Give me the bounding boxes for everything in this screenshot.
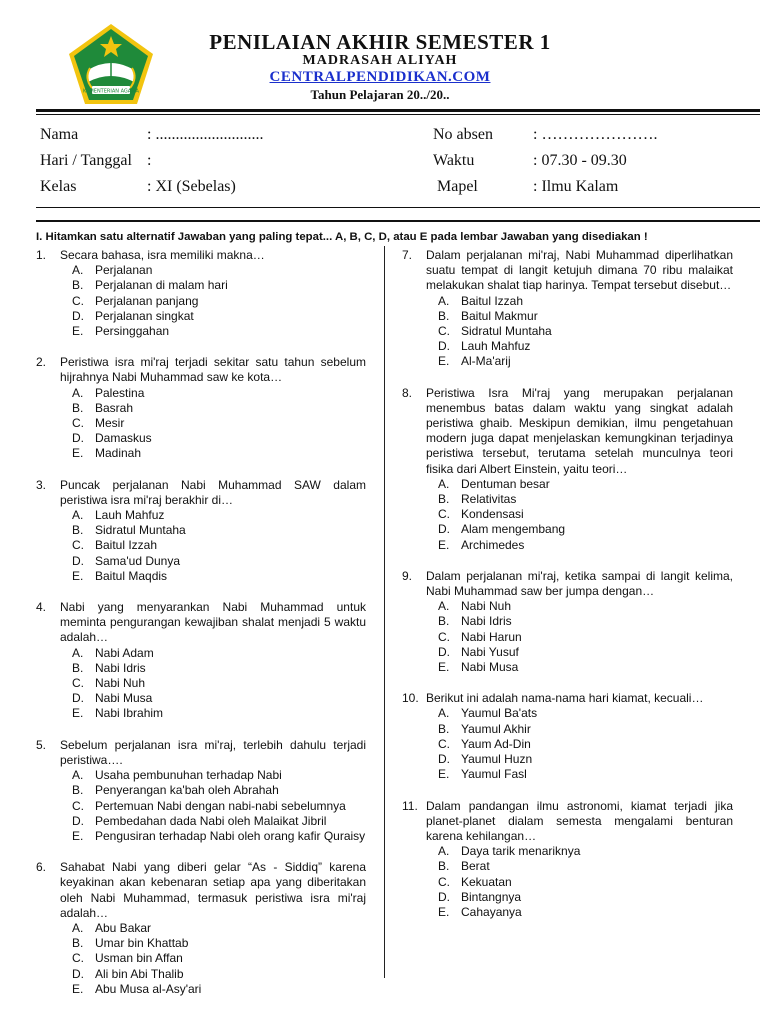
option-text: Yaumul Fasl	[461, 767, 527, 782]
option-text: Yaumul Huzn	[461, 752, 533, 767]
option-text: Yaumul Akhir	[461, 721, 531, 736]
question-number: 3.	[36, 477, 47, 492]
answer-option	[60, 921, 366, 936]
kemenag-logo	[66, 22, 156, 108]
option-letter: D.	[72, 966, 84, 981]
option-text: Baitul Makmur	[461, 308, 538, 323]
answer-option	[60, 263, 366, 278]
option-letter: B.	[72, 278, 84, 293]
answer-option	[60, 768, 366, 783]
question-number: 8.	[402, 385, 413, 400]
option-text: Dentuman besar	[461, 476, 550, 491]
option-letter: E.	[72, 981, 84, 996]
answer-option	[60, 538, 366, 553]
answer-option	[60, 294, 366, 309]
option-letter: D.	[438, 339, 450, 354]
option-text: Baitul Izzah	[461, 293, 524, 308]
option-letter: C.	[72, 951, 84, 966]
answer-option	[60, 676, 366, 691]
question-item	[402, 386, 733, 553]
question-item	[36, 600, 366, 722]
option-letter: C.	[72, 798, 84, 813]
option-letter: E.	[72, 446, 84, 461]
option-letter: E.	[72, 568, 84, 583]
name-label: Nama	[40, 126, 79, 143]
subject-label: Mapel	[437, 178, 478, 195]
option-letter: E.	[72, 828, 84, 843]
absent-value: : ………………….	[533, 126, 658, 143]
option-letter: C.	[438, 507, 450, 522]
option-text: Nabi Idris	[461, 614, 512, 629]
option-text: Yaumul Ba'ats	[461, 706, 538, 721]
answer-option	[60, 646, 366, 661]
answer-option	[60, 661, 366, 676]
option-letter: B.	[438, 614, 450, 629]
option-letter: A.	[72, 645, 84, 660]
option-text: Nabi Harun	[461, 629, 522, 644]
option-text: Penyerangan ka'bah oleh Abrahah	[95, 783, 279, 798]
time-label: Waktu	[433, 152, 475, 169]
option-text: Perjalanan singkat	[95, 308, 194, 323]
option-text: Nabi Nuh	[461, 599, 512, 614]
option-text: Pertemuan Nabi dengan nabi-nabi sebelumnya	[95, 798, 346, 813]
question-number: 10.	[402, 691, 419, 706]
option-text: Damaskus	[95, 431, 152, 446]
answer-option	[426, 752, 733, 767]
option-text: Nabi Ibrahim	[95, 706, 164, 721]
answer-option	[426, 905, 733, 920]
option-letter: E.	[438, 354, 450, 369]
option-text: Lauh Mahfuz	[461, 339, 531, 354]
option-text: Bintangnya	[461, 889, 522, 904]
question-item	[402, 691, 733, 782]
answer-option	[426, 294, 733, 309]
class-label: Kelas	[40, 178, 77, 195]
option-letter: B.	[438, 308, 450, 323]
option-letter: A.	[72, 263, 84, 278]
answer-option	[60, 554, 366, 569]
name-value: : ...........................	[147, 126, 264, 143]
option-letter: D.	[72, 813, 84, 828]
question-text: Dalam pandangan ilmu astronomi, kiamat terjadi jika planet-planet dialam semesta mengalami benturan karena kehilangan…	[426, 798, 733, 843]
question-number: 6.	[36, 860, 47, 875]
answer-option	[60, 706, 366, 721]
option-text: Madinah	[95, 446, 142, 461]
answer-option	[426, 767, 733, 782]
answer-option	[426, 492, 733, 507]
question-number: 4.	[36, 600, 47, 615]
option-letter: A.	[72, 920, 84, 935]
answer-option	[426, 324, 733, 339]
option-text: Nabi Nuh	[95, 676, 146, 691]
answer-option	[426, 477, 733, 492]
option-text: Al-Ma'arij	[461, 354, 511, 369]
option-text: Kondensasi	[461, 507, 524, 522]
question-item	[36, 478, 366, 584]
option-letter: E.	[72, 706, 84, 721]
option-text: Abu Bakar	[95, 920, 152, 935]
question-item	[36, 355, 366, 461]
question-number: 5.	[36, 737, 47, 752]
academic-year: Tahun Pelajaran 20../20..	[310, 87, 450, 102]
option-letter: D.	[72, 431, 84, 446]
option-letter: E.	[438, 537, 450, 552]
question-text: Peristiwa isra mi'raj terjadi sekitar satu tahun sebelum hijrahnya Nabi Muhammad saw ke kota…	[60, 355, 366, 385]
absent-label: No absen	[433, 126, 493, 143]
option-letter: D.	[72, 308, 84, 323]
option-letter: A.	[438, 706, 450, 721]
answer-option	[60, 446, 366, 461]
answer-option	[60, 829, 366, 844]
option-text: Ali bin Abi Thalib	[95, 966, 184, 981]
option-letter: B.	[438, 721, 450, 736]
option-letter: D.	[72, 553, 84, 568]
date-value: :	[147, 152, 152, 169]
time-value: : 07.30 - 09.30	[533, 152, 627, 169]
question-item	[36, 248, 366, 339]
question-number: 1.	[36, 248, 47, 262]
question-item	[36, 860, 366, 997]
option-letter: E.	[438, 660, 450, 675]
column-divider	[384, 246, 385, 978]
question-item	[36, 738, 366, 844]
option-text: Sidratul Muntaha	[95, 523, 186, 538]
question-item	[402, 569, 733, 675]
answer-option	[60, 936, 366, 951]
answer-option	[426, 722, 733, 737]
option-letter: A.	[72, 768, 84, 783]
answer-option	[426, 309, 733, 324]
option-letter: E.	[438, 904, 450, 919]
answer-option	[60, 569, 366, 584]
option-text: Nabi Yusuf	[461, 644, 519, 659]
question-text: Peristiwa Isra Mi'raj yang merupakan perjalanan menembus batas dalam waktu yang singkat adalah peristiwa ghaib. Meskipun demikian, ilmu pengetahuan modern juga dapat menjelaskan kemungkinan terjadinya peristiwa tersebut, terutama setelah munculnya teori fisika dari Albert Einstein, yaitu teori…	[426, 385, 733, 476]
subject-value: : Ilmu Kalam	[533, 178, 619, 195]
fields-rule-thin	[36, 207, 760, 208]
answer-option	[60, 799, 366, 814]
option-text: Palestina	[95, 385, 145, 400]
option-letter: A.	[438, 476, 450, 491]
class-value: : XI (Sebelas)	[147, 178, 236, 195]
option-letter: C.	[438, 629, 450, 644]
option-text: Cahayanya	[461, 904, 522, 919]
answer-option	[426, 844, 733, 859]
exam-title: PENILAIAN AKHIR SEMESTER 1	[209, 30, 551, 54]
option-text: Perjalanan	[95, 263, 153, 278]
question-item	[402, 799, 733, 921]
option-letter: A.	[438, 599, 450, 614]
option-letter: D.	[438, 889, 450, 904]
option-text: Archimedes	[461, 537, 525, 552]
answer-option	[60, 309, 366, 324]
answer-option	[426, 339, 733, 354]
answer-option	[426, 859, 733, 874]
option-letter: B.	[438, 859, 450, 874]
option-text: Basrah	[95, 400, 134, 415]
question-text: Puncak perjalanan Nabi Muhammad SAW dalam peristiwa isra mi'raj berakhir di…	[60, 477, 366, 507]
option-text: Pembedahan dada Nabi oleh Malaikat Jibril	[95, 813, 327, 828]
header-rule-thin	[36, 114, 760, 115]
answer-option	[426, 875, 733, 890]
answer-option	[426, 630, 733, 645]
option-text: Alam mengembang	[461, 522, 566, 537]
option-text: Nabi Musa	[95, 691, 153, 706]
option-letter: A.	[438, 293, 450, 308]
option-letter: D.	[72, 691, 84, 706]
option-letter: C.	[438, 736, 450, 751]
question-text: Nabi yang menyarankan Nabi Muhammad untuk meminta pengurangan kewajiban shalat menjadi 5 waktu adalah…	[60, 600, 366, 645]
answer-option	[426, 507, 733, 522]
option-letter: B.	[72, 936, 84, 951]
option-text: Kekuatan	[461, 874, 512, 889]
option-text: Usman bin Affan	[95, 951, 183, 966]
option-text: Sidratul Muntaha	[461, 324, 552, 339]
option-letter: B.	[72, 523, 84, 538]
option-letter: A.	[438, 844, 450, 859]
answer-option	[426, 522, 733, 537]
answer-option	[60, 278, 366, 293]
answer-option	[426, 890, 733, 905]
option-text: Perjalanan di malam hari	[95, 278, 228, 293]
answer-option	[60, 431, 366, 446]
option-text: Yaum Ad-Din	[461, 736, 531, 751]
answer-option	[60, 691, 366, 706]
option-text: Umar bin Khattab	[95, 936, 189, 951]
option-text: Pengusiran terhadap Nabi oleh orang kafir Quraisy	[95, 828, 366, 843]
questions-right-column	[402, 248, 733, 936]
option-letter: D.	[438, 644, 450, 659]
option-text: Sama'ud Dunya	[95, 553, 181, 568]
header-rule-thick	[36, 109, 760, 112]
option-letter: C.	[72, 538, 84, 553]
option-letter: A.	[72, 508, 84, 523]
logo-emblem	[66, 22, 156, 108]
option-text: Relativitas	[461, 492, 517, 507]
option-text: Lauh Mahfuz	[95, 508, 165, 523]
answer-option	[60, 783, 366, 798]
logo-caption: KEMENTERIAN AGAMA	[83, 88, 139, 95]
answer-option	[60, 508, 366, 523]
answer-option	[60, 951, 366, 966]
question-text: Sebelum perjalanan isra mi'raj, terlebih dahulu terjadi peristiwa….	[60, 737, 366, 767]
answer-option	[60, 967, 366, 982]
question-number: 11.	[402, 798, 418, 813]
option-text: Daya tarik menariknya	[461, 844, 581, 859]
option-letter: B.	[72, 783, 84, 798]
question-text: Secara bahasa, isra memiliki makna…	[60, 248, 265, 262]
question-number: 7.	[402, 248, 413, 262]
option-letter: B.	[438, 492, 450, 507]
option-letter: C.	[72, 293, 84, 308]
option-text: Nabi Musa	[461, 660, 519, 675]
option-letter: D.	[438, 752, 450, 767]
question-number: 2.	[36, 355, 47, 370]
option-text: Nabi Idris	[95, 660, 146, 675]
answer-option	[60, 324, 366, 339]
option-text: Mesir	[95, 416, 125, 431]
question-text: Berikut ini adalah nama-nama hari kiamat, kecuali…	[426, 691, 704, 706]
instruction-text: I. Hitamkan satu alternatif Jawaban yang paling tepat... A, B, C, D, atau E pada lembar Jawaban yang disediakan !	[36, 231, 648, 243]
question-text: Sahabat Nabi yang diberi gelar “As - Siddiq” karena keyakinan akan kebenaran setiap apa yang diberitakan oleh Nabi Muhammad, termasuk peristiwa isra mi'raj adalah…	[60, 860, 366, 920]
answer-option	[426, 354, 733, 369]
answer-option	[426, 599, 733, 614]
fields-rule-thick	[36, 220, 760, 222]
question-text: Dalam perjalanan mi'raj, ketika sampai di langit kelima, Nabi Muhammad saw ber jumpa dengan…	[426, 568, 733, 599]
option-text: Usaha pembunuhan terhadap Nabi	[95, 768, 282, 783]
option-letter: D.	[438, 522, 450, 537]
question-item	[402, 248, 733, 370]
option-text: Baitul Maqdis	[95, 568, 168, 583]
answer-option	[60, 416, 366, 431]
answer-option	[60, 401, 366, 416]
option-letter: A.	[72, 385, 84, 400]
answer-option	[426, 737, 733, 752]
date-label: Hari / Tanggal	[40, 152, 132, 169]
option-text: Nabi Adam	[95, 645, 154, 660]
question-text: Dalam perjalanan mi'raj, Nabi Muhammad diperlihatkan suatu tempat di langit ketujuh dimana 70 ribu malaikat melakukan shalat tiap harinya. Tempat tersebut disebut…	[426, 248, 733, 293]
answer-option	[60, 814, 366, 829]
answer-option	[426, 645, 733, 660]
answer-option	[426, 706, 733, 721]
answer-option	[426, 614, 733, 629]
option-text: Persinggahan	[95, 324, 170, 339]
option-letter: C.	[72, 676, 84, 691]
answer-option	[60, 523, 366, 538]
question-number: 9.	[402, 568, 413, 583]
answer-option	[426, 660, 733, 675]
school-name: MADRASAH ALIYAH	[302, 53, 458, 68]
option-letter: C.	[438, 874, 450, 889]
option-letter: C.	[72, 416, 84, 431]
answer-option	[60, 982, 366, 997]
option-text: Abu Musa al-Asy'ari	[95, 981, 202, 996]
option-text: Baitul Izzah	[95, 538, 158, 553]
option-text: Berat	[461, 859, 490, 874]
option-letter: E.	[72, 324, 84, 339]
option-letter: C.	[438, 324, 450, 339]
option-text: Perjalanan panjang	[95, 293, 199, 308]
option-letter: B.	[72, 660, 84, 675]
answer-option	[426, 538, 733, 553]
website-link[interactable]: CENTRALPENDIDIKAN.COM	[269, 69, 491, 85]
answer-option	[60, 386, 366, 401]
questions-left-column	[36, 248, 366, 1013]
option-letter: E.	[438, 767, 450, 782]
option-letter: B.	[72, 400, 84, 415]
